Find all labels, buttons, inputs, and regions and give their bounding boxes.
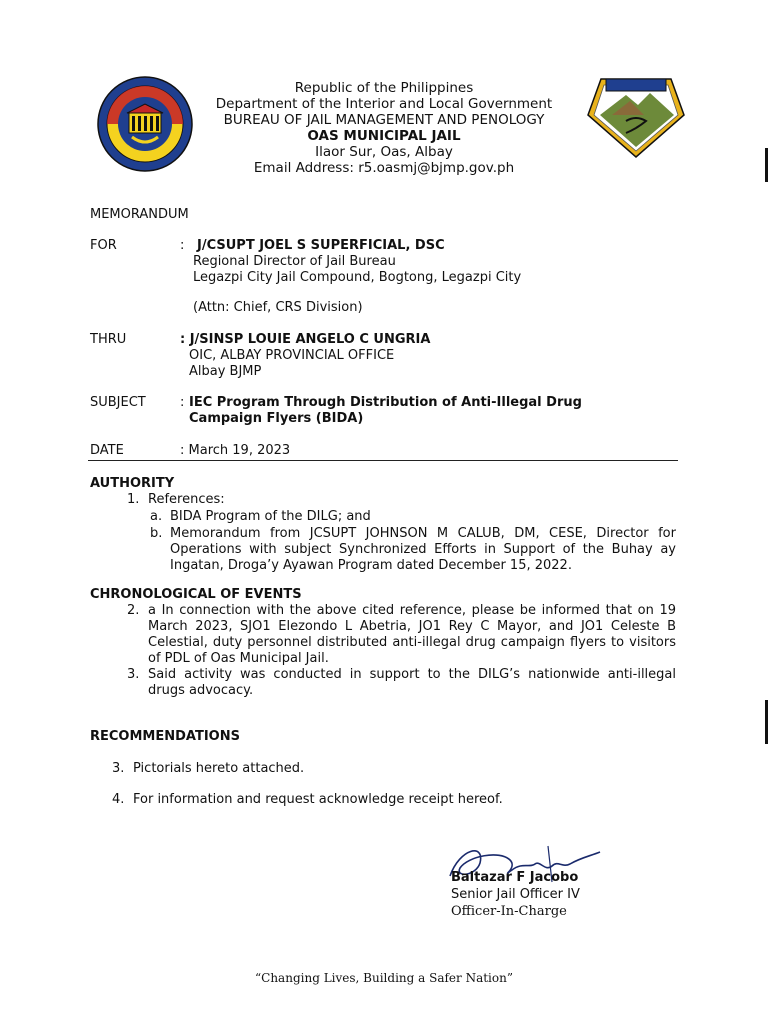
header-address: Ilaor Sur, Oas, Albay — [315, 144, 453, 160]
header-office: OAS MUNICIPAL JAIL — [307, 128, 461, 144]
for-name: J/CSUPT JOEL S SUPERFICIAL, DSC — [197, 238, 445, 253]
list-marker: b. — [150, 526, 163, 541]
thru-position: OIC, ALBAY PROVINCIAL OFFICE — [189, 348, 395, 363]
item-number: 3. — [112, 761, 125, 776]
recommendation-4: For information and request acknowledge receipt hereof. — [133, 792, 503, 807]
for-attention: (Attn: Chief, CRS Division) — [193, 300, 363, 315]
for-label: FOR — [90, 238, 117, 253]
for-colon: : — [180, 238, 185, 253]
footer-motto: “Changing Lives, Building a Safer Nation” — [255, 971, 513, 985]
date-value: : March 19, 2023 — [180, 443, 291, 458]
subject-colon: : — [180, 395, 185, 410]
header-email: Email Address: r5.oasmj@bjmp.gov.ph — [253, 160, 515, 176]
subject-line-1: IEC Program Through Distribution of Anti-Illegal Drug — [189, 395, 582, 410]
subject-line-2: Campaign Flyers (BIDA) — [189, 411, 364, 426]
chronology-item-3: Said activity was conducted in support to the DILG’s nationwide anti-illegal drugs advocacy. — [148, 667, 676, 698]
reference-b: Memorandum from JCSUPT JOHNSON M CALUB, DM, CESE, Director for Operations with subject Synchronized Efforts in Support of the Buhay ay Ingatan, Droga’y Ayawan Program dated December 15, 2022. — [170, 526, 676, 573]
recommendations-heading: RECOMMENDATIONS — [90, 729, 240, 744]
item-number: 1. — [127, 492, 140, 507]
thru-name: : J/SINSP LOUIE ANGELO C UNGRIA — [180, 332, 431, 347]
authority-heading: AUTHORITY — [90, 476, 175, 491]
thru-office: Albay BJMP — [189, 364, 262, 379]
recommendation-3: Pictorials hereto attached. — [133, 761, 305, 776]
list-marker: a. — [150, 509, 163, 524]
signatory-title: Senior Jail Officer IV — [451, 887, 580, 902]
for-position: Regional Director of Jail Bureau — [193, 254, 396, 269]
memorandum-heading: MEMORANDUM — [90, 207, 189, 222]
item-number: 3. — [127, 667, 140, 682]
header-divider — [88, 460, 678, 461]
chronology-item-2: a In connection with the above cited reference, please be informed that on 19 March 2023, SJO1 Elezondo L Abetria, JO1 Rey C Mayor, and JO1 Celeste B Celestial, duty personnel distributed anti-illegal drug campaign flyers to visitors of PDL of Oas Municipal Jail. — [148, 603, 676, 666]
signatory-name: Baltazar F Jacobo — [451, 870, 579, 885]
header-bureau: BUREAU OF JAIL MANAGEMENT AND PENOLOGY — [223, 112, 545, 128]
header-republic: Republic of the Philippines — [294, 80, 474, 96]
thru-label: THRU — [90, 332, 127, 347]
for-address: Legazpi City Jail Compound, Bogtong, Legazpi City — [193, 270, 522, 285]
chronological-heading: CHRONOLOGICAL OF EVENTS — [90, 587, 302, 602]
item-number: 4. — [112, 792, 125, 807]
item-number: 2. — [127, 603, 140, 618]
reference-a: BIDA Program of the DILG; and — [170, 509, 371, 524]
date-label: DATE — [90, 443, 124, 458]
signatory-role: Officer-In-Charge — [451, 904, 567, 919]
references-label: References: — [148, 492, 225, 507]
subject-label: SUBJECT — [90, 395, 146, 410]
header-department: Department of the Interior and Local Government — [215, 96, 553, 112]
